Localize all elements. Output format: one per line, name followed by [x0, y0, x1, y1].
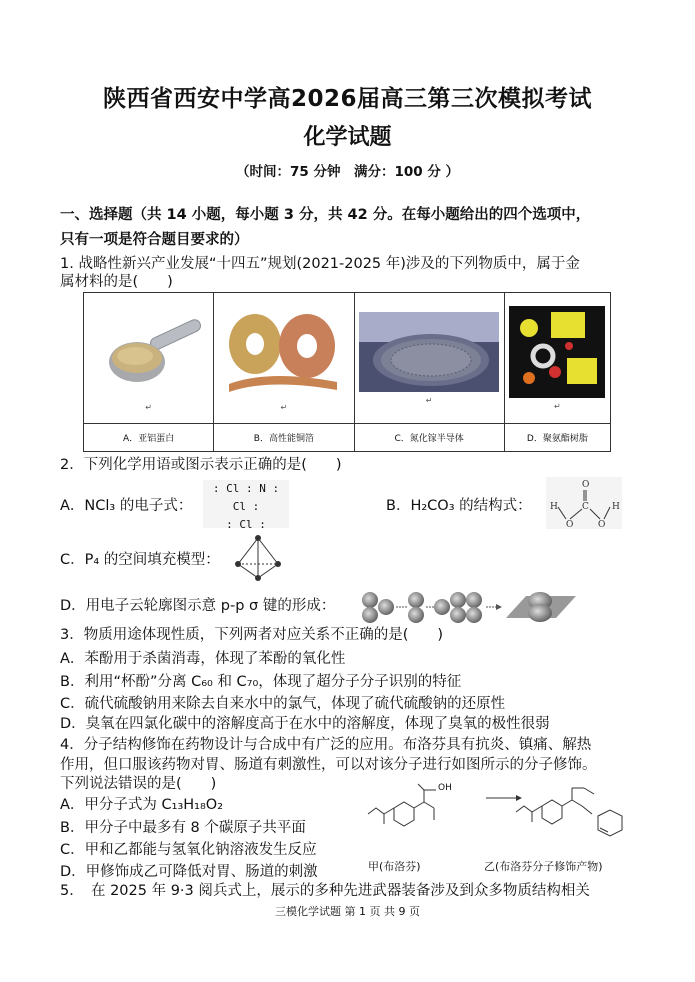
q3-option-b: B．利用“杯酚”分离 C₆₀ 和 C₇₀，体现了超分子分子识别的特征	[60, 674, 462, 690]
image-cell-d	[504, 293, 610, 424]
q4-stem-3: 下列说法错误的是( )	[60, 776, 217, 792]
option-b-caption: B．高性能铜箔	[214, 424, 354, 452]
q1-stem-1: 1. 战略性新兴产业发展“十四五”规划(2021-2025 年)涉及的下列物质中，属于金	[60, 256, 580, 272]
ibuprofen-structure-image	[364, 780, 488, 840]
q2-option-d-label: D．用电子云轮廓图示意 p-p σ 键的形成：	[60, 598, 336, 614]
aluminum-protein-image	[89, 304, 209, 399]
option-a-caption: A．亚铝蛋白	[84, 424, 214, 452]
option-d-caption: D．聚氨酯树脂	[504, 424, 610, 452]
q3-option-d: D．臭氧在四氯化碳中的溶解度高于在水中的溶解度，体现了臭氧的极性很弱	[60, 716, 550, 732]
q5-stem-1: 5． 在 2025 年 9·3 阅兵式上，展示的多种先进武器装备涉及到众多物质结构相关	[60, 883, 590, 899]
label-jia: 甲(布洛芬)	[368, 860, 421, 873]
polyurethane-resin-image	[509, 306, 605, 398]
q1-stem-2: 属材料的是( )	[60, 274, 173, 290]
q2-option-a-label: A．NCl₃ 的电子式：	[60, 498, 193, 514]
image-cell-a	[84, 293, 214, 424]
section-heading-2: 只有一项是符合题目要求的）	[60, 232, 249, 248]
exam-title: 陕西省西安中学高2026届高三第三次模拟考试	[102, 86, 592, 112]
h2co3-structure-image	[546, 477, 622, 529]
q4-option-a: A．甲分子式为 C₁₃H₁₈O₂	[60, 797, 224, 813]
return-mark: ↵	[554, 401, 561, 411]
q3-option-a: A．苯酚用于杀菌消毒，体现了苯酚的氧化性	[60, 651, 346, 667]
return-mark: ↵	[145, 403, 152, 412]
gan-wafer-image	[359, 312, 499, 392]
section-heading-1: 一、选择题（共 14 小题，每小题 3 分，共 42 分。在每小题给出的四个选项中，	[60, 207, 591, 223]
option-c-caption: C．氮化镓半导体	[354, 424, 504, 452]
ncl3-electron-formula	[203, 480, 289, 531]
svg-text:O: O	[566, 520, 574, 529]
image-cell-c	[354, 293, 504, 424]
modified-ibuprofen-structure-image	[512, 778, 636, 854]
ncl3-row-1: : Cl : N : Cl :	[212, 482, 280, 513]
return-mark: ↵	[425, 395, 433, 405]
q4-option-b: B．甲分子中最多有 8 个碳原子共平面	[60, 820, 306, 836]
return-mark: ↵	[280, 403, 288, 412]
exam-meta: （时间：75 分钟 满分：100 分 ）	[235, 164, 460, 180]
q4-stem-1: 4．分子结构修饰在药物设计与合成中有广泛的应用。布洛芬具有抗炎、镇痛、解热	[60, 737, 592, 753]
q3-option-c: C．硫代硫酸钠用来除去自来水中的氯气，体现了硫代硫酸钠的还原性	[60, 696, 506, 712]
copper-foil-image	[219, 304, 349, 399]
q2-stem: 2．下列化学用语或图示表示正确的是( )	[60, 457, 342, 473]
svg-text:O: O	[598, 520, 606, 529]
p4-model-image	[232, 534, 284, 584]
q4-stem-2: 作用，但口服该药物对胃、肠道有刺激性，可以对该分子进行如图所示的分子修饰。	[60, 757, 597, 773]
q4-option-c: C．甲和乙都能与氢氧化钠溶液发生反应	[60, 842, 317, 858]
oh-label: OH	[438, 783, 452, 793]
svg-text:H: H	[550, 502, 558, 512]
q2-option-b-label: B．H₂CO₃ 的结构式：	[386, 498, 532, 514]
q1-image-table	[83, 292, 611, 452]
q2-option-c-label: C．P₄ 的空间填充模型：	[60, 552, 220, 568]
image-cell-b	[214, 293, 354, 424]
q3-stem: 3．物质用途体现性质，下列两者对应关系不正确的是( )	[60, 627, 444, 643]
ncl3-row-2: : Cl :	[226, 518, 266, 531]
page-footer: 三模化学试题 第 1 页 共 9 页	[275, 905, 420, 918]
subject-title: 化学试题	[303, 125, 392, 150]
svg-text:O: O	[582, 480, 590, 490]
p-p-sigma-bond-image	[358, 590, 580, 624]
q4-option-d: D．甲修饰成乙可降低对胃、肠道的刺激	[60, 864, 318, 880]
svg-text:C: C	[582, 502, 589, 512]
svg-text:H: H	[612, 502, 620, 512]
label-yi: 乙(布洛芬分子修饰产物)	[484, 860, 603, 873]
